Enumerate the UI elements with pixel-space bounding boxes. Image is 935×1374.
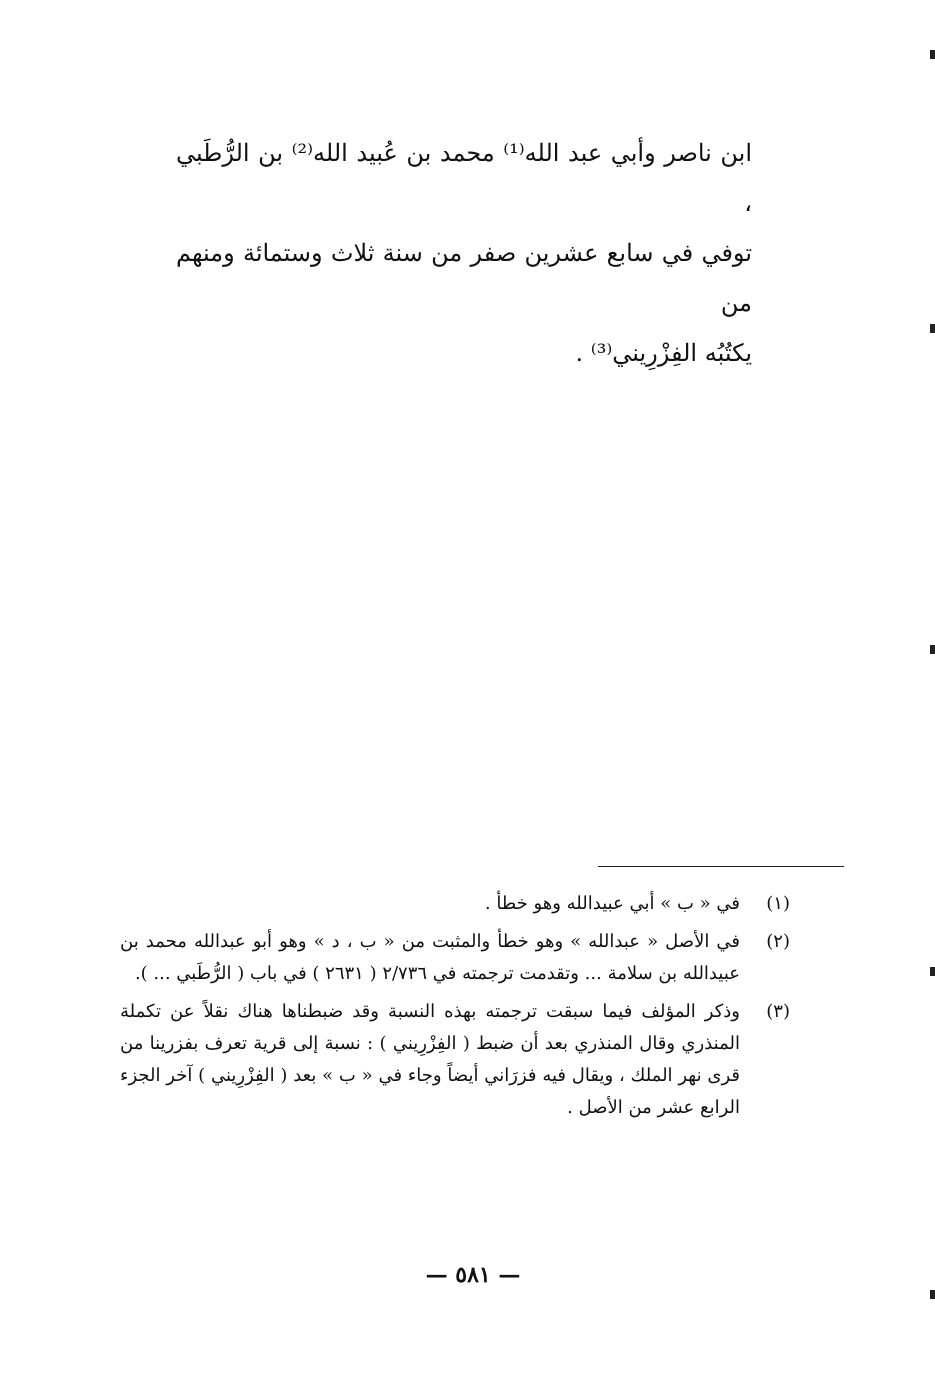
footnote-text: في الأصل « عبدالله » وهو خطأ والمثبت من « ب ، د » وهو أبو عبدالله محمد بن عبيدالله بن سلامة ... وتقدمت ترجمته في ٢/٧٣٦ ( ٢٦٣١ ) في باب ( الرُّطَبي ... ). <box>120 931 740 984</box>
footnote <box>120 926 790 990</box>
page-number: — ٥٨١ — <box>425 1262 521 1288</box>
binding-mark <box>930 967 935 976</box>
footnote-text: وذكر المؤلف فيما سبقت ترجمته بهذه النسبة وقد ضبطناها هناك نقلاً عن تكملة المنذري وقال المنذري بعد أن ضبط ( الفِزْرِيني ) : نسبة إلى قرية تعرف بفزرينا من قرى نهر الملك ، ويقال فيه فزرَاني أيضاً وجاء في « ب » بعد ( الفِزْرِيني ) آخر الجزء الرابع عشر من الأصل . <box>120 1001 740 1118</box>
footnote-text: في « ب » أبي عبيدالله وهو خطأ . <box>484 893 740 914</box>
footnote-number: (٣) <box>766 1001 790 1022</box>
binding-mark <box>930 645 935 654</box>
footnote <box>120 996 790 1124</box>
binding-mark <box>930 1290 935 1299</box>
binding-mark <box>930 324 935 333</box>
footnote-number: (٢) <box>766 931 790 952</box>
footnote <box>120 888 790 920</box>
main-text-line: يكتُبُه الفِزْرِيني⁽³⁾ . <box>575 339 752 367</box>
main-text <box>176 128 752 378</box>
footnotes <box>120 888 790 1130</box>
main-text-line: توفي في سابع عشرين صفر من سنة ثلاث وستمائة ومنهم من <box>176 239 752 317</box>
footnote-separator <box>598 866 844 867</box>
binding-mark <box>930 50 935 59</box>
footnote-number: (١) <box>766 893 790 914</box>
main-text-line: ابن ناصر وأبي عبد الله⁽¹⁾ محمد بن عُبيد الله⁽²⁾ بن الرُّطَبي ، <box>176 139 753 217</box>
